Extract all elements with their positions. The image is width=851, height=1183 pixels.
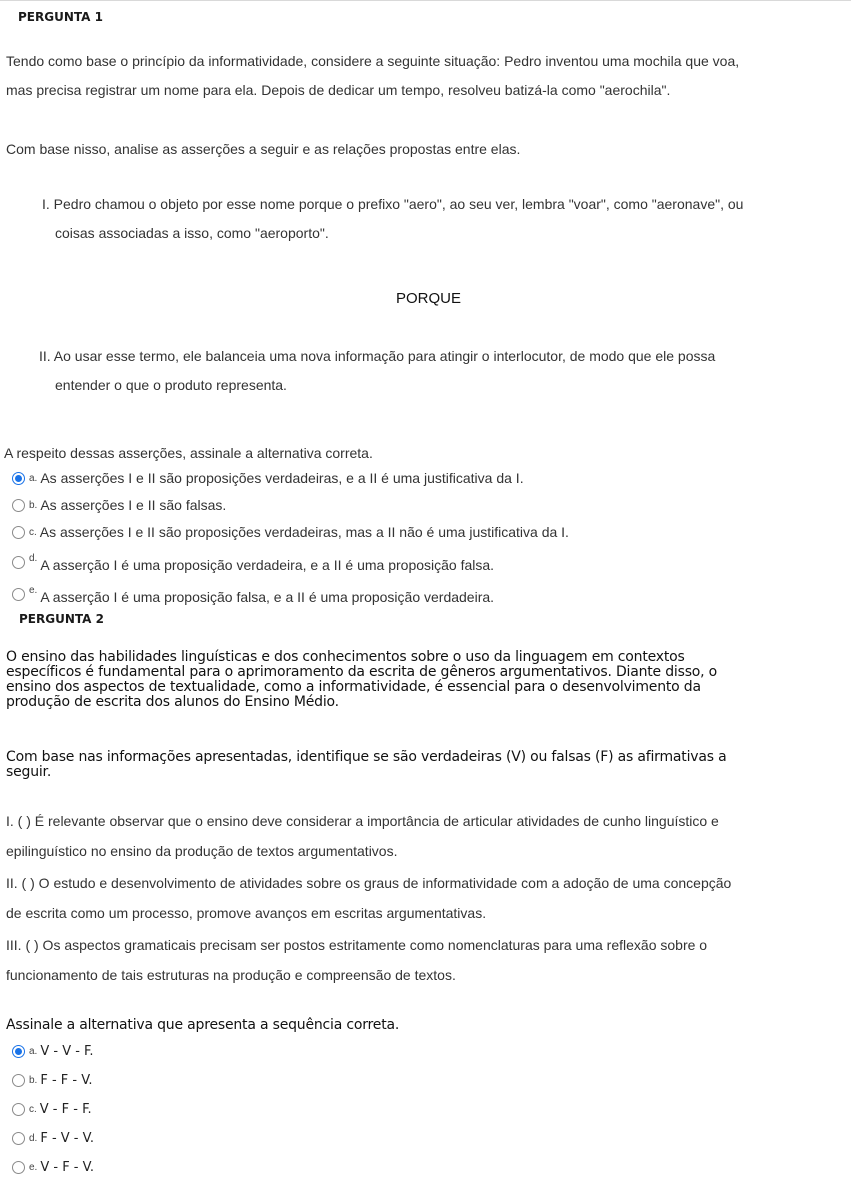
q1-intro-line-2: mas precisa registrar um nome para ela. Depois de dedicar um tempo, resolveu batizá-la como "aerochila".	[6, 82, 671, 98]
radio-icon[interactable]	[12, 1132, 25, 1145]
option-letter: d.	[29, 552, 38, 564]
q1-prompt: A respeito dessas asserções, assinale a alternativa correta.	[4, 445, 373, 461]
q2-basis-line-1: Com base nas informações apresentadas, identifique se são verdadeiras (V) ou falsas (F) as afirmativas a	[6, 749, 727, 765]
option-text: V - F - V.	[40, 1159, 94, 1175]
radio-icon[interactable]	[12, 556, 25, 569]
option-letter: a.	[29, 472, 38, 484]
option-text: As asserções I e II são falsas.	[40, 497, 227, 513]
radio-icon[interactable]	[12, 588, 25, 601]
q2-option-a[interactable]	[12, 1041, 94, 1061]
option-text: V - V - F.	[40, 1043, 94, 1059]
q2-intro-line-1: O ensino das habilidades linguísticas e dos conhecimentos sobre o uso da linguagem em contextos	[6, 649, 685, 665]
q2-intro-line-2: específicos é fundamental para o aprimoramento da escrita de gêneros argumentativos. Diante disso, o	[6, 664, 718, 680]
q2-item-1-line-2: epilinguístico no ensino da produção de textos argumentativos.	[6, 843, 398, 859]
question-1-title: PERGUNTA 1	[18, 10, 103, 24]
radio-icon[interactable]	[12, 526, 25, 539]
q2-prompt: Assinale a alternativa que apresenta a sequência correta.	[6, 1017, 400, 1033]
option-letter: b.	[29, 1074, 38, 1086]
q2-intro-line-4: produção de escrita dos alunos do Ensino Médio.	[6, 694, 339, 710]
option-text: As asserções I e II são proposições verdadeiras, e a II é uma justificativa da I.	[40, 470, 524, 486]
q2-item-2-line-2: de escrita como um processo, promove avanços em escritas argumentativas.	[6, 905, 487, 921]
q1-assertion-2-line-1: II. Ao usar esse termo, ele balanceia uma nova informação para atingir o interlocutor, de modo que ele possa	[39, 348, 716, 364]
q2-option-b[interactable]	[12, 1070, 93, 1090]
q2-option-c[interactable]	[12, 1099, 92, 1119]
q2-item-1-line-1: I. ( ) É relevante observar que o ensino deve considerar a importância de articular atividades de cunho linguístico e	[6, 813, 719, 829]
radio-icon[interactable]	[12, 1103, 25, 1116]
q1-intro-line-1: Tendo como base o princípio da informatividade, considere a seguinte situação: Pedro inventou uma mochila que voa,	[6, 53, 740, 69]
option-text: F - V - V.	[40, 1130, 94, 1146]
option-text: F - F - V.	[40, 1072, 93, 1088]
q2-option-e[interactable]	[12, 1157, 94, 1177]
q1-option-a[interactable]	[12, 468, 524, 488]
option-letter: e.	[29, 1161, 38, 1173]
q2-basis-line-2: seguir.	[6, 764, 52, 780]
q1-option-b[interactable]	[12, 495, 226, 515]
option-text: A asserção I é uma proposição falsa, e a II é uma proposição verdadeira.	[40, 589, 495, 605]
radio-icon[interactable]	[12, 499, 25, 512]
option-letter: b.	[29, 499, 38, 511]
option-text: V - F - F.	[39, 1101, 92, 1117]
q2-option-d[interactable]	[12, 1128, 94, 1148]
q2-item-3-line-2: funcionamento de tais estruturas na produção e compreensão de textos.	[6, 967, 456, 983]
radio-icon[interactable]	[12, 1161, 25, 1174]
q2-intro-line-3: ensino dos aspectos de textualidade, como a informatividade, é essencial para o desenvolvimento da	[6, 679, 701, 695]
q2-item-3-line-1: III. ( ) Os aspectos gramaticais precisam ser postos estritamente como nomenclaturas para uma reflexão sobre o	[6, 937, 708, 953]
q1-option-e[interactable]	[12, 584, 494, 604]
option-letter: e.	[29, 584, 38, 596]
option-letter: a.	[29, 1045, 38, 1057]
q1-assertion-1-line-1: I. Pedro chamou o objeto por esse nome porque o prefixo "aero", ao seu ver, lembra "voar", como "aeronave", ou	[42, 196, 744, 212]
option-text: As asserções I e II são proposições verdadeiras, mas a II não é uma justificativa da I.	[39, 524, 569, 540]
option-letter: c.	[29, 526, 37, 538]
radio-selected-icon[interactable]	[12, 1045, 25, 1058]
question-2-title: PERGUNTA 2	[19, 612, 104, 626]
option-letter: d.	[29, 1132, 38, 1144]
q1-assertion-2-line-2: entender o que o produto representa.	[55, 377, 287, 393]
q1-option-d[interactable]	[12, 552, 494, 572]
option-text: A asserção I é uma proposição verdadeira, e a II é uma proposição falsa.	[40, 557, 495, 573]
top-divider	[0, 0, 851, 1]
q1-because-heading: PORQUE	[396, 290, 462, 307]
radio-icon[interactable]	[12, 1074, 25, 1087]
q1-assertion-1-line-2: coisas associadas a isso, como "aeroporto".	[55, 225, 329, 241]
q2-item-2-line-1: II. ( ) O estudo e desenvolvimento de atividades sobre os graus de informatividade com a adoção de uma concepção	[6, 875, 732, 891]
radio-selected-icon[interactable]	[12, 472, 25, 485]
option-letter: c.	[29, 1103, 37, 1115]
q1-option-c[interactable]	[12, 522, 569, 542]
q1-basis-text: Com base nisso, analise as asserções a seguir e as relações propostas entre elas.	[6, 141, 521, 157]
